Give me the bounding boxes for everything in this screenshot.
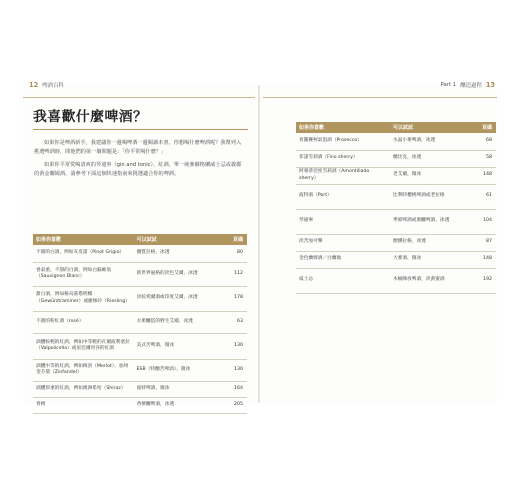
table-row — [296, 268, 496, 293]
intro-paragraph: 如果你平常愛喝清爽的琴通寧（gin and tonic），紅酒，單一純麥蘇格蘭威士忌或義都的黃金蘭姆酒，請參考下面這個快速指南來挑選適合你的啤酒。 — [34, 161, 242, 177]
table-row — [296, 184, 496, 209]
title-rule — [33, 129, 248, 130]
cell-page: 61 — [472, 184, 496, 209]
cell-like: 菲諾雪莉酒（Fino sherry） — [296, 150, 390, 167]
page-title: 我喜歡什麼啤酒？ — [33, 109, 148, 125]
cell-like: 威士忌 — [296, 268, 390, 293]
table-row — [33, 359, 247, 381]
cell-like: 酒體厚重的紅酒，例如澳洲希哈（Shiraz） — [33, 381, 134, 397]
cell-page: 87 — [472, 234, 496, 251]
table-row — [33, 333, 247, 359]
table-row — [33, 245, 247, 262]
cell-page: 205 — [221, 397, 247, 413]
table-row — [296, 209, 496, 234]
intro-text — [34, 139, 246, 182]
cell-try: 季節啤酒或蜜釀啤酒，冰透 — [390, 209, 472, 234]
table-header-row — [296, 122, 496, 133]
cell-try: 水果釀造的野生艾爾，冰透 — [134, 311, 222, 333]
table-row — [296, 167, 496, 184]
table-row — [296, 150, 496, 167]
cell-like: 波特酒（Port） — [296, 184, 390, 209]
cell-page: 68 — [472, 133, 496, 150]
cell-try: 大麥酒，微冰 — [390, 251, 472, 268]
table-row — [296, 251, 496, 268]
cell-try: 木桶陳放啤酒，淡黃蜜酒 — [390, 268, 472, 293]
cell-page: 63 — [221, 311, 247, 333]
cell-try: 優質拉格，冰透 — [134, 245, 222, 262]
cell-page: 80 — [221, 245, 247, 262]
cell-page: 178 — [221, 286, 247, 311]
intro-paragraph: 如果你是啤酒新手，我建議你一邊喝啤酒一邊閱讀本書。你想喝什麼啤酒呢？我幫列入挑選啤酒時，問他們的第一個問題是：「你平常喝什麼？」 — [34, 140, 242, 156]
cell-like: 不甜的白酒，例如灰皮諾（Pinot Grigio） — [33, 245, 134, 262]
cell-try: 新世界風格的淡色艾爾，冰透 — [134, 262, 222, 286]
cell-try: 美式苦啤酒，微冰 — [134, 333, 222, 359]
cell-page: 148 — [472, 251, 496, 268]
cell-like: 甜白酒，例如格烏茲塔明娜（Gewürztraminer）或麗絲玲（Riesling） — [33, 286, 134, 311]
cell-try: 香檳釀啤酒，冰透 — [134, 397, 222, 413]
left-header-rule — [23, 97, 255, 98]
cell-page: 58 — [472, 150, 496, 167]
column-header-like: 如果你喜歡 — [296, 122, 390, 133]
cell-like: 普羅賽柯氣泡酒（Prosecco） — [296, 133, 390, 150]
column-header-try: 可以試試 — [390, 122, 472, 133]
left-page — [23, 81, 255, 407]
table-row — [33, 311, 247, 333]
cell-page: 112 — [221, 262, 247, 286]
book-gutter — [258, 85, 260, 403]
table-row — [33, 381, 247, 397]
cell-like: 酒體較輕的紅酒，例如中等輕的瓦爾波利塞拉（Valpolicella）或星亞爾河谷的紅酒 — [33, 333, 134, 359]
cell-page: 148 — [472, 167, 496, 184]
right-running-header — [440, 78, 495, 92]
cell-try: 波特啤酒，微冰 — [134, 381, 222, 397]
cell-try: 比利時櫻桃啤酒或老拉格 — [390, 184, 472, 209]
column-header-page: 頁碼 — [221, 234, 247, 245]
cell-like: 淡苦加可樂 — [296, 234, 390, 251]
table-row — [33, 397, 247, 413]
cell-like: 香氣重，不甜的白酒，例如白蘇維翁（Sauvignon Blanc） — [33, 262, 134, 286]
table-row — [296, 234, 496, 251]
cell-try: ESB（特醣苦啤酒），微冰 — [134, 359, 222, 381]
table-row — [33, 286, 247, 311]
cell-page: 104 — [472, 209, 496, 234]
cell-try: 蘭比克，冰透 — [390, 150, 472, 167]
table-row — [33, 262, 247, 286]
left-page-number: 12 — [29, 81, 39, 89]
cell-try: 老艾爾，微冰 — [390, 167, 472, 184]
right-page — [263, 81, 497, 403]
left-running-header — [29, 78, 64, 92]
column-header-try: 可以試試 — [134, 234, 222, 245]
right-page-number: 13 — [485, 81, 495, 89]
cell-page: 164 — [221, 381, 247, 397]
cell-like: 金色蘭姆酒／白蘭地 — [296, 251, 390, 268]
cell-page: 130 — [221, 333, 247, 359]
right-section-label: 釀造過程 — [460, 83, 482, 89]
cell-page: 192 — [472, 268, 496, 293]
cell-page: 130 — [221, 359, 247, 381]
table-row — [296, 133, 496, 150]
table-header-row — [33, 234, 247, 245]
cell-try: 淡棕愛爾酒或印度艾爾，冰透 — [134, 286, 222, 311]
pairing-table-right — [296, 122, 496, 294]
cell-try: 煙燻拉格，冰透 — [390, 234, 472, 251]
right-part-label: Part 1 — [440, 82, 457, 88]
right-header-rule — [263, 97, 497, 98]
pairing-table-left — [33, 234, 247, 414]
cell-like: 不甜的粉紅酒（rosé） — [33, 311, 134, 333]
column-header-like: 如果你喜歡 — [33, 234, 134, 245]
left-section-label: 啤酒百科 — [42, 83, 64, 89]
cell-like: 酒體中等的紅酒，例如梅洛（Merlot）、加州金芬黛（Zinfandel） — [33, 359, 134, 381]
column-header-page: 頁碼 — [472, 122, 496, 133]
cell-like: 阿蒙蒂亞度雪莉酒（Amontillado sherry） — [296, 167, 390, 184]
cell-like: 香檳 — [33, 397, 134, 413]
cell-try: 水晶小麥啤酒，冰透 — [390, 133, 472, 150]
cell-like: 琴通寧 — [296, 209, 390, 234]
